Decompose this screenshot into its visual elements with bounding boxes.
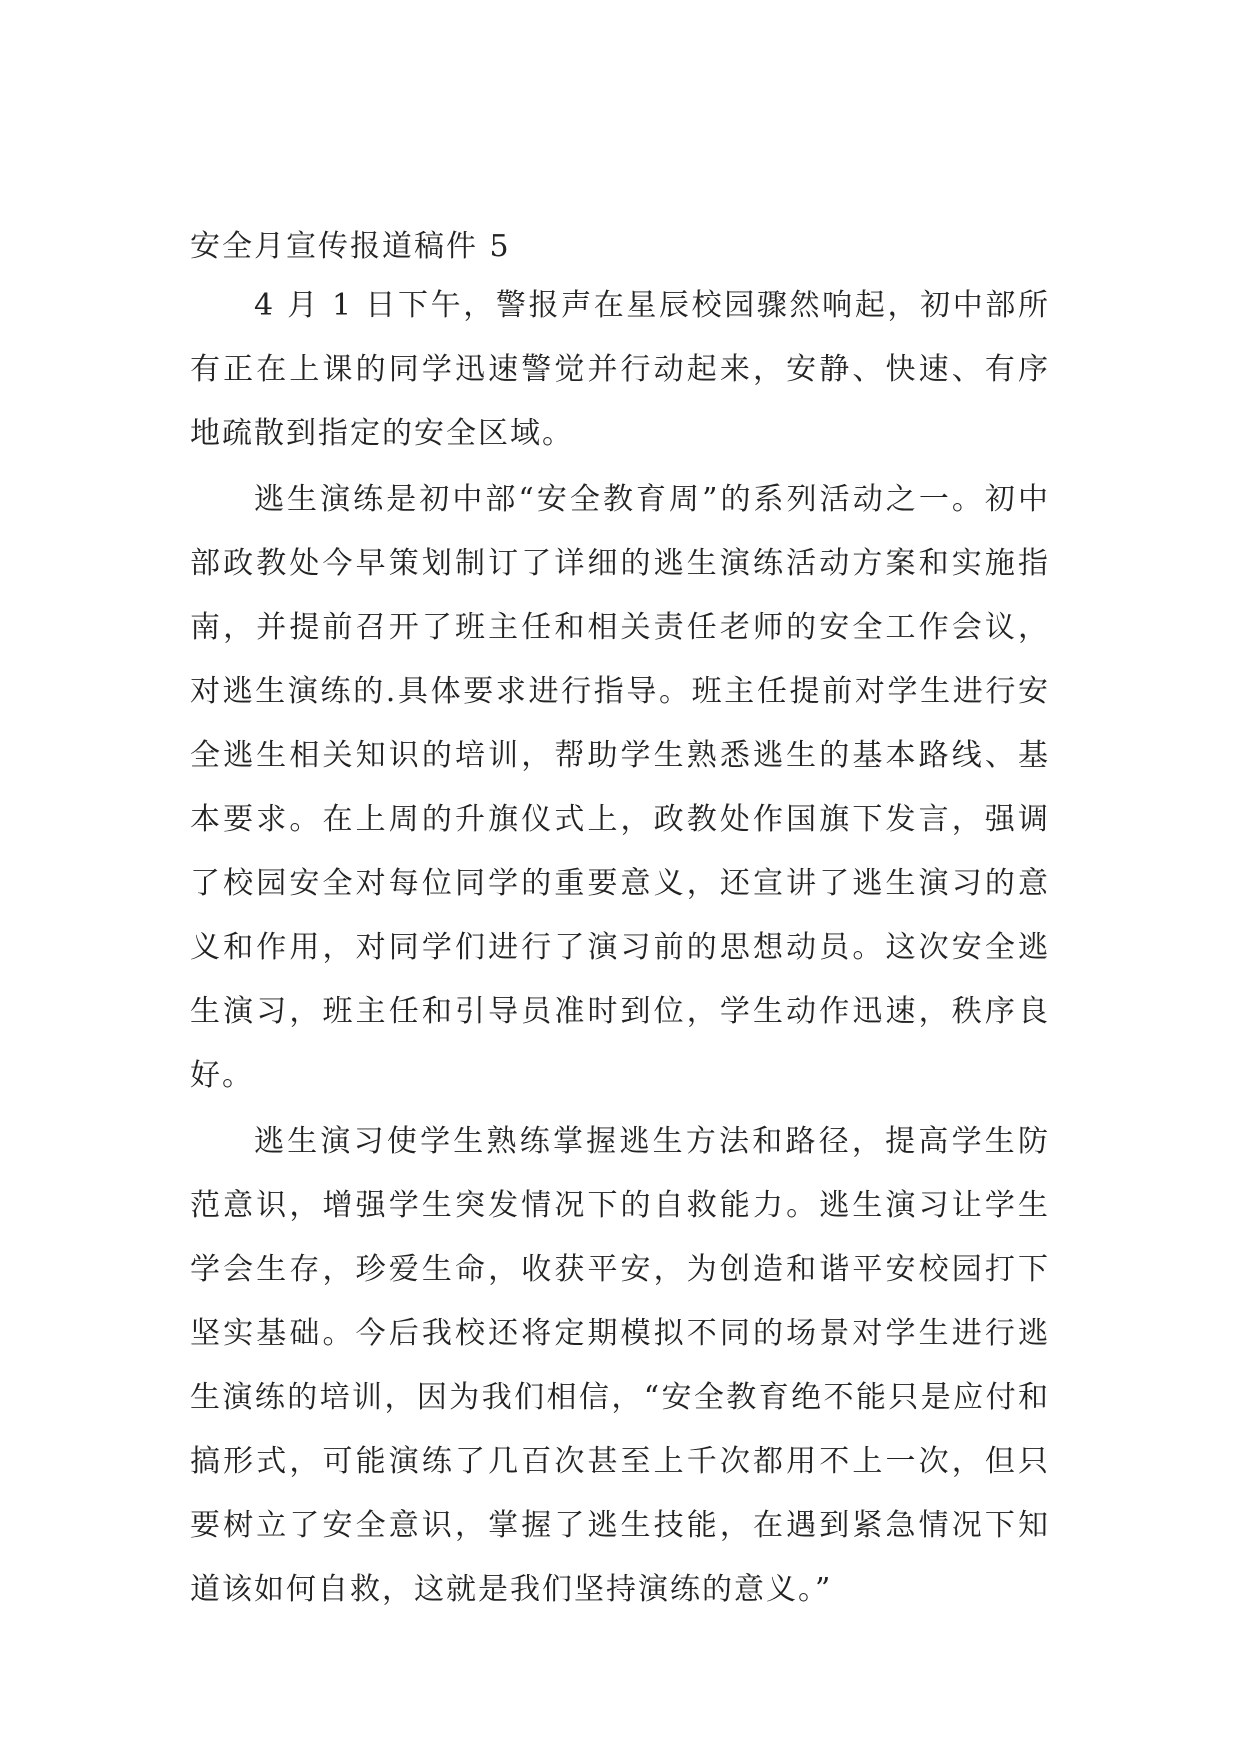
document-title: 安全月宣传报道稿件 5 [190,229,511,264]
paragraph-drill-preparation: 逃生演练是初中部“安全教育周”的系列活动之一。初中部政教处今早策划制订了详细的逃生演练活动方案和实施指南，并提前召开了班主任和相关责任老师的安全工作会议，对逃生演练的.具体要求进行指导。班主任提前对学生进行安全逃生相关知识的培训，帮助学生熟悉逃生的基本路线、基本要求。在上周的升旗仪式上，政教处作国旗下发言，强调了校园安全对每位同学的重要意义，还宣讲了逃生演习的意义和作用，对同学们进行了演习前的思想动员。这次安全逃生演习，班主任和引导员准时到位，学生动作迅速，秩序良好。 [190,482,1050,1093]
document-body [190,220,1050,1622]
paragraph-drill-announcement: 4 月 1 日下午，警报声在星辰校园骤然响起，初中部所有正在上课的同学迅速警觉并行动起来，安静、快速、有序地疏散到指定的安全区域。 [190,288,1050,451]
paragraph-drill-significance: 逃生演习使学生熟练掌握逃生方法和路径，提高学生防范意识，增强学生突发情况下的自救能力。逃生演习让学生学会生存，珍爱生命，收获平安，为创造和谐平安校园打下坚实基础。今后我校还将定期模拟不同的场景对学生进行逃生演练的培训，因为我们相信，“安全教育绝不能只是应付和搞形式，可能演练了几百次甚至上千次都用不上一次，但只要树立了安全意识，掌握了逃生技能，在遇到紧急情况下知道该如何自救，这就是我们坚持演练的意义。” [190,1124,1050,1607]
